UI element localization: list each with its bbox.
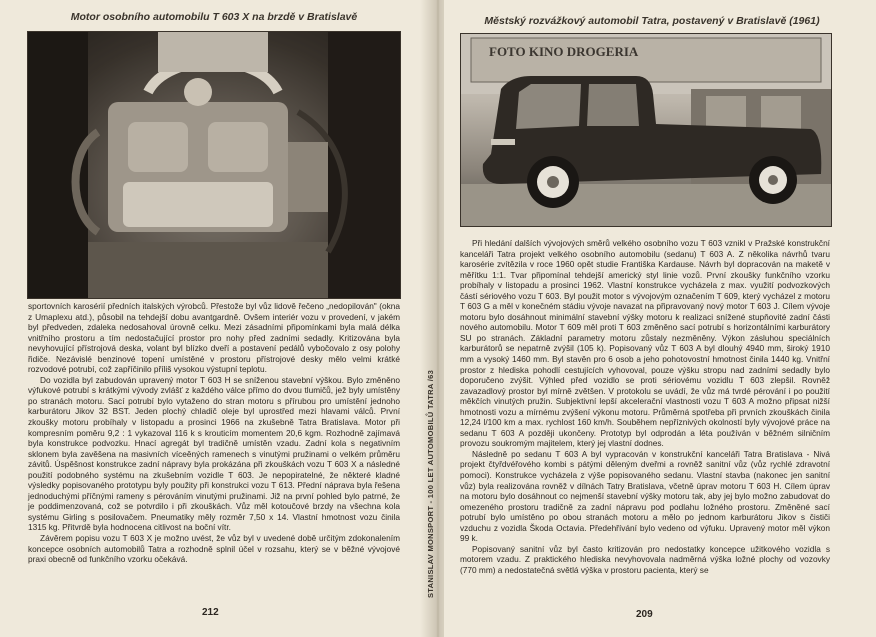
right-page-number: 209 (636, 609, 653, 620)
right-paragraph-1: Při hledání dalších vývojových směrů velkého osobního vozu T 603 vznikl v Pražské konstrukční kanceláři Tatra projekt velkého osobního automobilu (sedanu) T 603 A. Z několika návrhů tvaru karosérie zvítězila v roce 1960 opět studie Františka Kardause. Návrh byl dopracován na maketě v měřítku 1:1. Tvar připomínal tehdejší americký styl linie vozů. První zkoušky funkčního vzorku probíhaly v listopadu a prosinci 1962. Vlastní konstrukce vycházela z max. využití podvozkových částí sériového vozu T 603. Byl použit motor s vývojovým označením T 609, který vycházel z motoru T 603 G a měl v konečném stádiu vývoje navazat na připravovaný nový motor T 603 J. Cílem vývoje motoru bylo dosáhnout minimální stavební výšky motoru k realizaci snížené stupňovité zadní části nového automobilu. Motor T 609 měl proti T 603 změněno sací potrubí s horizontálními karburátory SU po stranách. Základní parametry motoru zůstaly nezměněny. Výkon zásluhou speciálních karburátorů se nepatrně zvýšil (105 k). Popisovaný vůz T 603 A byl dlouhý 4940 mm, široký 1910 mm a vysoký 1460 mm. Byl stavěn pro 6 osob a jeho pohotovostní hmotnost činila 1440 kg. Vnitřní prostor z hlediska pohodlí cestujících vyhovoval, pouze výšku stropu nad zadními sedadly bylo doporučeno zvýšit. Výhled před vozidlo se proti sériovému vozidlu T 603 zlepšil. Rovněž zavazadlový prostor byl mírně zvětšen. V protokolu se uvádí, že vůz má tvrdé pérování i po použití měkčích vinutých pružin. Subjektivní lepší akcelerační vlastnosti vozu T 603 A možno připsat nižší hmotnosti vozu a mírnému zvýšení výkonu motoru. Průměrná spotřeba při prvních zkouškách činila 12,24 l/100 km a max. rychlost 160 km/h. Souběhem nepříznivých okolností byly vývojové práce na sedanu T 603 A později ukončeny. Prototyp byl odprodán a léta používán v běžném silničním provozu soukromým majitelem, který jej vlastní dodnes. (460, 238, 830, 449)
right-page (444, 0, 876, 637)
left-paragraph-2: Do vozidla byl zabudován upravený motor T 603 H se sníženou stavební výškou. Bylo změněno výfukové potrubí s krátkými vývody zvlášť z každého válce přímo do dvou tlumičů, jež byly umístěny po stranách motoru. Sací potrubí bylo vytaženo do stran motoru s přírubou pro umístění jednoho karburátoru Jikov 32 BST. Jeden plochý chladič oleje byl uprostřed mezi hlavami válců. První zkoušky motoru probíhaly v listopadu a prosinci 1966 na zkušebně Tatra Bratislava. Motor při kompresním poměru 9,2 : 1 vykazoval 116 k s krouticím momentem 20,6 kgm. Rozhodně zajímavá byla konstrukce podvozku. Hnací agregát byl tradičně umístěn vzadu. Zadní kola s negativním sklonem byla zavěšena na masivních víceěných ramenech s vinutými pružinami o velkém průměru závitů. Úspěšnost konstrukce zadní nápravy byla prokázána při zkouškách vozu T 603 X a následné použití podobného systému na zkušebním vozidle T 603. Je nepopiratelné, že některé kladné výsledky popisovaného prototypu byly použity při konstrukci vozu T 613. Přední náprava byla řešena jednoduchými příčnými rameny s pérováním vinutými pružinami. Již na první pohled bylo patrné, že je poddimenzovaná, což se potvrdilo i při zkouškách. Vůz měl kotoučové brzdy na všechna kola systému Girling s posilovačem. Pneumatiky měly rozměr 7,50 x 14. Vlastní hmotnost vozu činila 1315 kg. Přitvrdě byla hodnocena citlivost na boční vítr. (28, 374, 400, 533)
engine-photo (27, 31, 401, 299)
shop-sign-text: FOTO KINO DROGERIA (489, 44, 639, 59)
delivery-vehicle-photo (460, 33, 832, 227)
left-paragraph-1: sportovních karosérií předních italských výrobců. Přestože byl vůz lidově řečeno „nedopilován" (okna z Umaplexu atd.), působil na tehdejší dobu avantgardně. Ovšem interiér vozu v provedení, v jakém byl předveden, zdaleka nedosahoval úrovně celku. Mezi zásadními připomínkami byla malá délka vnitřního prostoru a tím nedostačující prostor pro nohy před zadními sedadly. Kritizována byla nevyhovující přístrojová deska, volant byl blízko dveří a postavení pedálů vybočovalo z osy polohy řidiče. Nezávislé benzinové topení umístěné v prostoru přístrojové desky mělo velmi krátké rozvodové potrubí, což zapříčinilo příliš vysokou výstupní teplotu. (28, 301, 400, 375)
right-body-text (460, 238, 830, 576)
left-body-text (28, 301, 400, 565)
right-paragraph-2: Následně po sedanu T 603 A byl vypracován v konstrukční kanceláři Tatra Bratislava - Nivá projekt čtyřdvéřového kombi s pátými děleným dveřmi a rovněž sanitní vůz (vůz rychlé zdravotní pomoci). Konstrukce vycházela z výše popisovaného sedanu. Vlastní stavba (nakonec jen sanitní vůz) byla realizována rovněž v dílnách Tatry Bratislava, včetně úprav motoru T 603 H. Cílem úprav na motoru bylo dosáhnout co nejmenší stavební výšky motoru tak, aby jej bylo možno zabudovat do omezeného prostoru tradičně za zadní nápravu pod podlahu ložného prostoru. Změněné sací potrubí bylo umístěno po obou stranách motoru a mělo po jednom karburátoru Jikov s čističi vzduchu z vozidla Škoda Octavia. Předehřívání bylo vedeno od výfuku. Upravený motor měl výkon 99 k. (460, 448, 830, 544)
running-title: STANISLAV MONSPORT - 100 LET AUTOMOBILŮ TATRA /63 (426, 369, 435, 598)
left-page (0, 0, 432, 637)
left-photo-caption: Motor osobního automobilu T 603 X na brzdě v Bratislavě (70, 11, 358, 23)
delivery-vehicle-illustration (461, 34, 831, 226)
engine-illustration (28, 32, 400, 298)
right-paragraph-3: Popisovaný sanitní vůz byl často kritizován pro nedostatky koncepce užitkového vozidla s motorem vzadu. Z praktického hlediska nevyhovovala nadměrná výška ložné plochy od vozovky (770 mm) a nedostatečná světlá výška v prostoru pacienta, který se (460, 543, 830, 575)
left-page-number: 212 (202, 607, 219, 618)
right-photo-caption: Městský rozvážkový automobil Tatra, postavený v Bratislavě (1961) (484, 15, 820, 27)
left-paragraph-3: Závěrem popisu vozu T 603 X je možno uvést, že vůz byl v uvedené době určitým zdokonalením koncepce osobních automobilů Tatra a rozhodně splnil účel v rozsahu, který se v běžné vývojové praxi obecně od funkčního vzorku očekává. (28, 533, 400, 565)
